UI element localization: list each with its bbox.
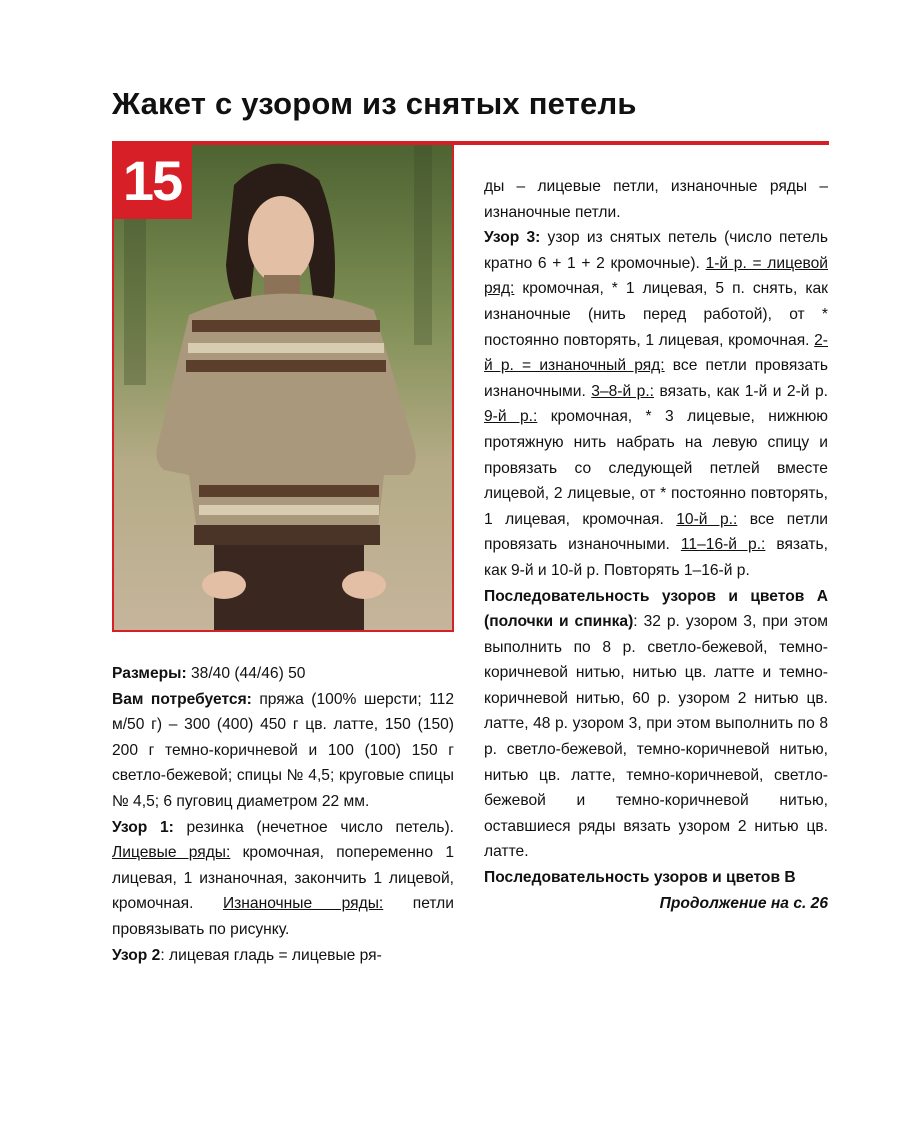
- sizes-label: Размеры:: [112, 665, 187, 682]
- materials-label: Вам потребуется:: [112, 690, 252, 708]
- row-1-term: 1-й р. = лицевой ряд:: [484, 254, 828, 298]
- rows-3-8-term: 3–8-й р.:: [591, 382, 654, 400]
- sequence-a-label: Последовательность узоров и цветов А (полочки и спинка): [484, 587, 828, 631]
- pattern-3-text: все петли провязать изнаночными.: [484, 510, 828, 554]
- row-10-term: 10-й р.:: [676, 510, 738, 528]
- pattern-2-text: : лицевая гладь = лицевые ря-: [160, 946, 382, 964]
- pattern-3-paragraph: [484, 225, 828, 583]
- pattern-2-label: Узор 2: [112, 946, 161, 964]
- materials-text: пряжа (100% шерсти; 112 м/50 г) – 300 (400) 450 г цв. латте, 150 (150) 200 г темно-коричневой и 100 (100) 150 г светло-бежевой; спицы № 4,5; круговые спицы № 4,5; 6 пуговиц диаметром 22 мм.: [112, 690, 454, 810]
- purl-rows-term: Изнаночные ряды:: [222, 895, 384, 913]
- sizes-paragraph: [112, 661, 454, 687]
- pattern-2-paragraph: [112, 943, 454, 969]
- pattern-2-continued: ды – лицевые петли, изнаночные ряды – изнаночные петли.: [484, 178, 828, 221]
- rows-11-16-term: 11–16-й р.:: [680, 536, 766, 554]
- materials-paragraph: [112, 687, 454, 815]
- sequence-b-label: Последовательность узоров и цветов В: [484, 869, 796, 887]
- row-9-term: 9-й р.:: [484, 408, 538, 426]
- knit-rows-term: Лицевые ряды:: [112, 844, 231, 862]
- pattern-3-label: Узор 3:: [484, 229, 541, 247]
- continued-note: Продолжение на с. 26: [659, 894, 828, 912]
- page-title: Жакет с узором из снятых петель: [112, 86, 637, 121]
- pattern-3-text: все петли провязать изнаночными.: [484, 357, 829, 400]
- pattern-1-label: Узор 1:: [112, 818, 174, 836]
- row-2-term: 2-й р. = изнаночный ряд:: [484, 331, 828, 375]
- right-text-column: [484, 174, 828, 916]
- pattern-1-text: резинка (нечетное число петель).: [173, 818, 454, 836]
- pattern-3-text: кромочная, * 1 лицевая, 5 п. снять, как изнаночные (нить перед работой), от * постоянно повторять, 1 лицевая, кромочная.: [484, 280, 828, 349]
- sizes-value: 38/40 (44/46) 50: [186, 665, 306, 682]
- pattern-3-text: вязать, как 1-й и 2-й р.: [654, 382, 828, 400]
- left-text-column: [112, 661, 454, 968]
- sequence-a-text: : 32 р. узором 3, при этом выполнить по 8 р. светло-бежевой, темно-коричневой нитью, нитью цв. латте и темно-коричневой нитью, 60 р. узором 2 нитью цв. латте, 48 р. узором 3, при этом выполнить по 8 р. светло-бежевой, темно-коричневой нитью, нитью цв. латте, темно-коричневой, светло-бежевой и темно-коричневой нитью, оставшиеся ряды вязать узором 2 нитью цв. латте.: [484, 613, 829, 861]
- sequence-a-paragraph: [484, 584, 828, 866]
- pattern-3-text: кромочная, * 3 лицевые, нижнюю протяжную нить набрать на левую спицу и провязать со следующей петлей вместе лицевой, 2 лицевые, от * постоянно повторять, 1 лицевая, кромочная.: [484, 408, 829, 528]
- pattern-1-text: петли провязывать по рисунку.: [112, 895, 454, 938]
- pattern-3-text: узор из снятых петель (число петель кратно 6 + 1 + 2 кромочные).: [484, 229, 828, 272]
- pattern-1-text: кромочная, попеременно 1 лицевая, 1 изнаночная, закончить 1 лицевой, кромочная.: [112, 844, 454, 913]
- sequence-b-paragraph: [484, 865, 828, 891]
- pattern-number-badge: 15: [112, 143, 192, 219]
- pattern-3-text: вязать, как 9-й и 10-й р. Повторять 1–16-й р.: [484, 536, 829, 579]
- pattern-1-paragraph: [112, 815, 454, 943]
